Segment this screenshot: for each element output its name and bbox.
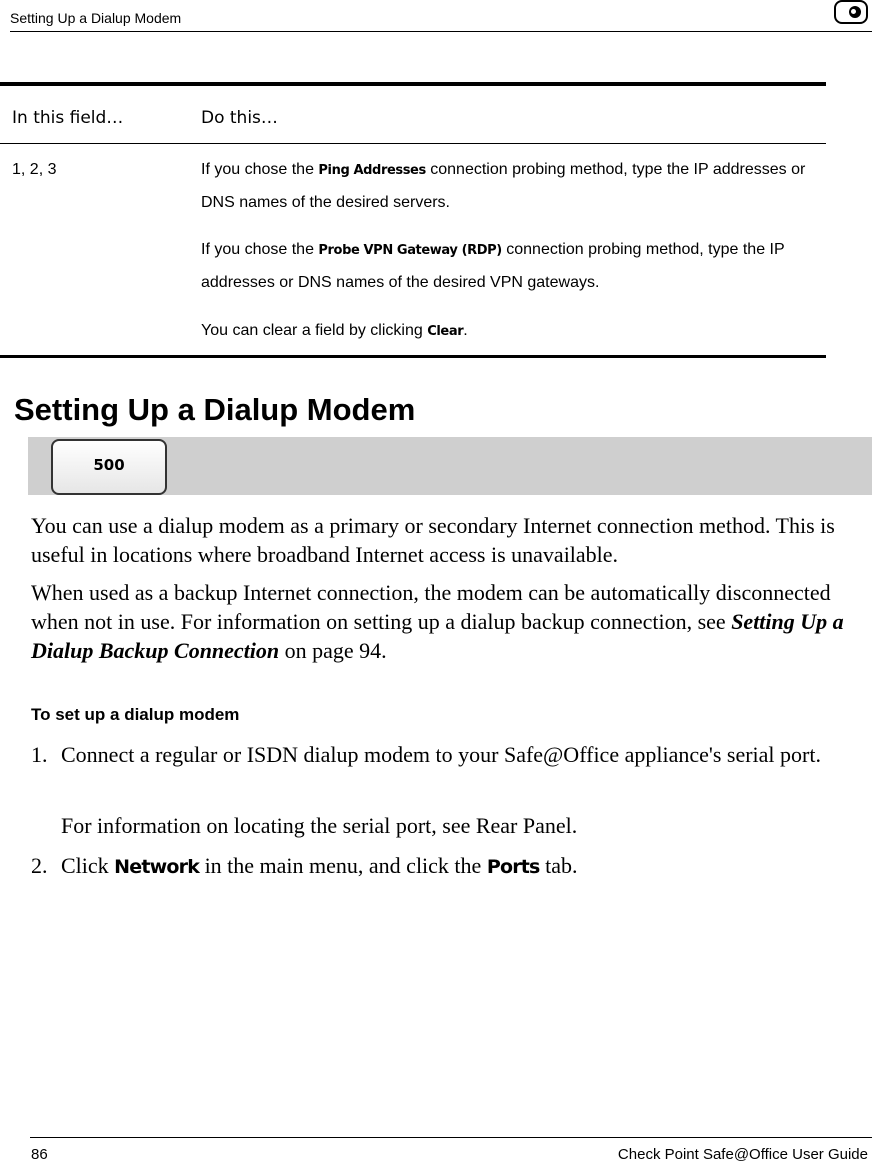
table-cell-para-ping: If you chose the Ping Addresses connection probing method, type the IP addresses or DNS names of the desired servers. <box>201 161 806 211</box>
checkpoint-logo-icon <box>834 0 868 24</box>
cross-reference-link[interactable]: Setting Up a Dialup Backup Connection <box>31 609 844 663</box>
table-cell-para-clear: You can clear a field by clicking Clear. <box>201 322 468 339</box>
table-bottom-rule <box>0 355 826 358</box>
procedure-title: To set up a dialup modem <box>31 705 240 724</box>
step-note-1: For information on locating the serial port, see Rear Panel. <box>61 813 578 838</box>
ui-label-network: Network <box>114 856 200 878</box>
step-number-1: 1. <box>31 742 48 767</box>
guide-title: Check Point Safe@Office User Guide <box>617 1146 868 1163</box>
step-text-2: Click Network in the main menu, and click the Ports tab. <box>61 853 578 878</box>
page-number: 86 <box>31 1146 48 1163</box>
intro-paragraph: You can use a dialup modem as a primary or secondary Internet connection method. This is useful in locations where broadband Internet access is unavailable. <box>31 513 835 567</box>
running-header-title: Setting Up a Dialup Modem <box>10 10 182 26</box>
table-cell-field: 1, 2, 3 <box>12 161 57 178</box>
table-header-rule <box>0 143 826 144</box>
model-badge <box>51 439 167 495</box>
step-text-1: Connect a regular or ISDN dialup modem to your Safe@Office appliance's serial port. <box>61 742 821 767</box>
table-top-rule <box>0 82 826 86</box>
header-divider <box>10 31 872 32</box>
ui-label-ping-addresses: Ping Addresses <box>318 163 426 178</box>
footer-divider <box>30 1137 872 1138</box>
backup-paragraph: When used as a backup Internet connection, the modem can be automatically disconnected when not in use. For information on setting up a dialup backup connection, see Setting Up a Dialup Backup Connection on page 94. <box>31 580 844 663</box>
table-cell-para-rdp: If you chose the Probe VPN Gateway (RDP) connection probing method, type the IP addresses or DNS names of the desired VPN gateways. <box>201 241 785 291</box>
table-header-action: Do this… <box>201 108 278 128</box>
ui-label-ports: Ports <box>486 856 540 878</box>
ui-label-probe-vpn-gateway: Probe VPN Gateway (RDP) <box>318 243 502 258</box>
ui-label-clear: Clear <box>427 324 464 339</box>
section-title: Setting Up a Dialup Modem <box>14 392 416 427</box>
table-header-field: In this field… <box>12 108 124 128</box>
step-number-2: 2. <box>31 853 48 878</box>
model-badge-label: 500 <box>93 456 125 474</box>
